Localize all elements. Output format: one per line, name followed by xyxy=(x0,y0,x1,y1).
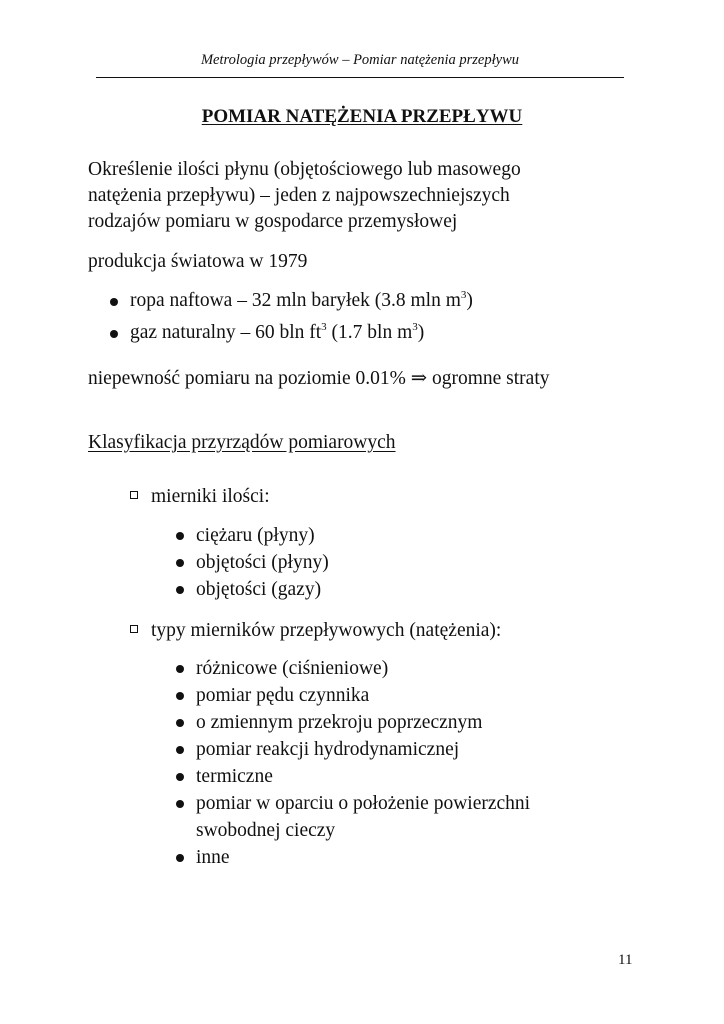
list-item: inne xyxy=(174,844,530,871)
quantity-meters-list xyxy=(174,522,329,603)
superscript: 3 xyxy=(460,289,467,301)
group-mierniki-ilosci xyxy=(130,484,270,510)
square-bullet-icon xyxy=(130,491,138,499)
intro-paragraph xyxy=(88,157,521,235)
uncertainty-result: ogromne straty xyxy=(431,368,550,389)
list-item: pomiar pędu czynnika xyxy=(174,682,530,709)
list-item-line-2: swobodnej cieczy xyxy=(196,820,336,841)
flow-meter-types-list xyxy=(174,655,530,871)
production-item-oil-text: ropa naftowa – 32 mln baryłek (3.8 mln m xyxy=(130,290,461,311)
intro-line-3: rodzajów pomiaru w gospodarce przemysłowej xyxy=(88,211,458,232)
uncertainty-text: niepewność pomiaru na poziomie 0.01% xyxy=(88,368,406,389)
superscript: 3 xyxy=(412,321,418,333)
production-item-gas-mid: (1.7 bln m xyxy=(326,322,413,343)
uncertainty-line xyxy=(88,366,549,392)
list-item: objętości (płyny) xyxy=(174,549,329,576)
running-header: Metrologia przepływów – Pomiar natężenia przepływu xyxy=(200,52,520,68)
list-item-line-1: pomiar w oparciu o położenie powierzchni xyxy=(196,793,531,814)
list-item: objętości (gazy) xyxy=(174,576,329,603)
group-label: mierniki ilości: xyxy=(151,486,270,507)
list-item xyxy=(174,790,530,844)
list-item: pomiar reakcji hydrodynamicznej xyxy=(174,736,530,763)
list-item: ciężaru (płyny) xyxy=(174,522,329,549)
intro-line-1: Określenie ilości płynu (objętościowego lub masowego xyxy=(88,159,521,180)
classification-heading: Klasyfikacja przyrządów pomiarowych xyxy=(88,432,396,453)
production-item-gas-tail: ) xyxy=(417,322,425,343)
group-label: typy mierników przepływowych (natężenia): xyxy=(151,620,502,641)
implies-arrow-icon: ⇒ xyxy=(410,368,428,389)
list-item: termiczne xyxy=(174,763,530,790)
list-item: różnicowe (ciśnieniowe) xyxy=(174,655,530,682)
list-item: o zmiennym przekroju poprzecznym xyxy=(174,709,530,736)
list-item xyxy=(108,287,473,319)
superscript: 3 xyxy=(321,321,327,333)
group-typy-miernikow xyxy=(130,618,501,644)
production-label: produkcja światowa w 1979 xyxy=(88,251,308,272)
production-item-gas-text: gaz naturalny – 60 bln ft xyxy=(130,322,322,343)
list-item xyxy=(108,319,473,351)
page-number: 11 xyxy=(618,952,633,968)
production-item-oil-tail: ) xyxy=(466,290,473,311)
intro-line-2: natężenia przepływu) – jeden z najpowszechniejszych xyxy=(88,185,510,206)
page-title: POMIAR NATĘŻENIA PRZEPŁYWU xyxy=(201,106,523,127)
header-rule xyxy=(96,77,624,78)
square-bullet-icon xyxy=(130,625,138,633)
production-list xyxy=(108,287,473,351)
